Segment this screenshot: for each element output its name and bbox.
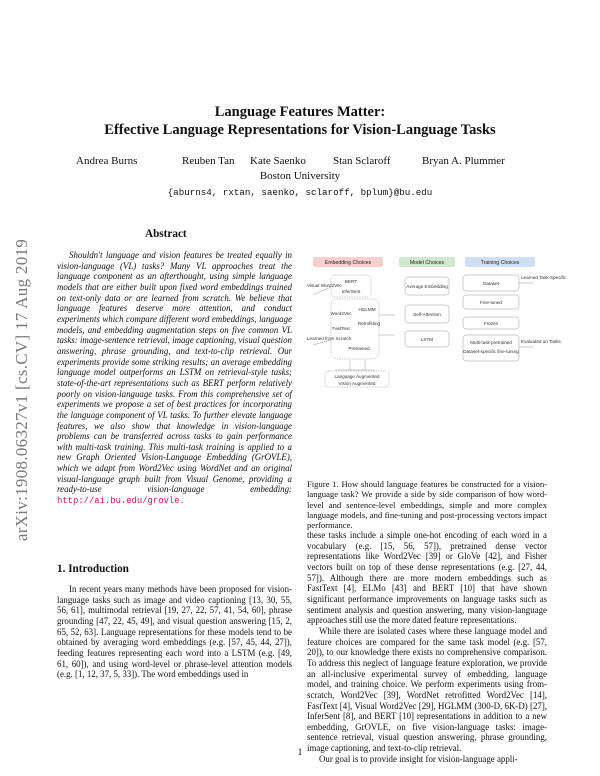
fig-node-pretrained: Pretrained xyxy=(348,346,370,351)
right-column xyxy=(307,530,547,764)
fig-node-word2vec: Word2Vec xyxy=(330,311,352,316)
fig-node-visual-word2vec: Visual Word2Vec xyxy=(307,283,342,288)
abstract-heading: Abstract xyxy=(145,228,187,240)
fig-node-hglmm: HGLMM xyxy=(358,307,376,312)
fig-node-learned-from-scratch: Learned from Scratch xyxy=(307,336,352,341)
figure-1-caption: Figure 1. How should language features be constructed for a vision-language task? We provide a side by side comparison of how word-level and sentence-level embeddings, simple and more complex language models, and fine-tuning and post-processing vectors impact performance. xyxy=(307,479,547,531)
author-emails: {aburns4, rxtan, saenko, sclaroff, bplum}@bu.edu xyxy=(167,187,433,198)
author: Reuben Tan xyxy=(182,155,235,167)
abstract-body xyxy=(57,250,292,507)
fig-side-label: Learned Task-Specific xyxy=(521,275,567,280)
fig-node-average-embedding: Average Embedding xyxy=(406,284,448,289)
fig-node-lstm: LSTM xyxy=(420,337,434,342)
author: Andrea Burns xyxy=(76,155,138,167)
fig-node-infersent: InferSent xyxy=(341,289,361,294)
fig-node-retrofitting: Retrofitting xyxy=(357,321,381,326)
right-paragraph-3: Our goal is to provide insight for vision-language appli- xyxy=(319,753,518,764)
intro-left-column xyxy=(57,584,292,680)
fig-node-dataset: Dataset xyxy=(483,281,499,286)
intro-paragraph: In recent years many methods have been proposed for vision-language tasks such as image and video captioning [13, 30, 55, 56, 61], multimodal retrieval [19, 27, 22, 57, 41, 54, 60], phrase grounding [47, 22, 45, 49], and visual question answering [15, 2, 65, 52, 63]. Language representations for these models tend to be obtained by averaging word embeddings (e.g. [57, 45, 44, 27]), feeding features representing each word into a LSTM (e.g. [49, 61, 60]), and using word-level or phrase-level attention models (e.g. [1, 12, 37, 5, 33]). The word embeddings used in xyxy=(57,584,292,680)
fig-header-label: Model Choices xyxy=(409,260,445,266)
fig-header-label: Embedding Choices xyxy=(324,260,372,266)
right-paragraph-1: these tasks include a simple one-hot encoding of each word in a vocabulary (e.g. [15, 56, 57]), pretrained dense vector representations like Word2Vec [39] or GloVe [42], and Fisher vectors built on top of these dense representations (e.g. [27, 44, 57]). Although there are more modern embeddings such as FastText [4], ELMo [43] and BERT [10] that have shown significant performance improvements on language tasks such as sentiment analysis and question answering, many vision-language approaches still use the more dated feature representations. xyxy=(307,530,547,626)
author: Stan Sclaroff xyxy=(333,155,391,167)
fig-node-vision-augmented: Vision Augmented xyxy=(338,381,376,386)
intro-heading: 1. Introduction xyxy=(57,563,129,575)
author: Kate Saenko xyxy=(250,155,306,167)
fig-node-language-augmented: Language Augmented xyxy=(334,374,380,379)
fig-side-label: Evaluated on Tasks xyxy=(521,339,561,344)
fig-node-multitask-pretrained: Multi-task pretrained xyxy=(470,340,512,345)
project-link[interactable]: http://ai.bu.edu/grovle. xyxy=(57,496,185,507)
right-paragraph-2: While there are isolated cases where these language model and feature choices are compared for the same task model (e.g. [57, 20]), to our knowledge there exists no comprehensive comparison. To address this neglect of language feature exploration, we provide an all-inclusive experimental survey of embedding, language model, and training choice. We perform experiments using from-scratch, Word2Vec [39], WordNet retrofitted Word2Vec [14], FastText [4], Visual Word2Vec [29], HGLMM (300-D, 6K-D) [27], InferSent [8], and BERT [10] representations in addition to a new embedding, GrOVLE, on five vision-language tasks: image-sentence retrieval, visual question answering, phrase grounding, image captioning, and text-to-clip retrieval. xyxy=(307,625,547,754)
paper-title-line1: Language Features Matter: xyxy=(214,104,386,120)
fig-node-fine-tuned: Fine-tuned xyxy=(480,300,502,305)
arxiv-stamp: arXiv:1908.06327v1 [cs.CV] 17 Aug 2019 xyxy=(12,238,31,542)
abstract-text: Shouldn't language and vision features be treated equally in vision-language (VL) tasks? Many VL approaches treat the language component as an afterthought, using simple language models that are either built upon fixed word embeddings trained on text-only data or are learned from scratch. We believe that language features deserve more attention, and conduct experiments which compare different word embeddings, language models, and embedding augmentation steps on five common VL tasks: image-sentence retrieval, image captioning, visual question answering, phrase grounding, and text-to-clip retrieval. Our experiments provide some striking results; an average embedding language model outperforms an LSTM on retrieval-style tasks; state-of-the-art representations such as BERT perform relatively poorly on vision-language tasks. From this comprehensive set of experiments we propose a set of best practices for incorporating the language component of VL tasks. To further elevate language features, we also show that knowledge in vision-language problems can be transferred across tasks to gain performance with multi-task training. This multi-task training is applied to a new Graph Oriented Vision-Language Embedding (GrOVLE), which we adapt from Word2Vec using WordNet and an original visual-language graph built from Visual Genome, providing a ready-to-use vision-language embedding: xyxy=(57,250,292,495)
fig-node-frozen: Frozen xyxy=(483,321,499,326)
affiliation: Boston University xyxy=(259,170,341,182)
fig-node-bert: BERT xyxy=(344,279,358,284)
fig-node-fasttext: FastText xyxy=(332,326,350,331)
fig-node-dataset-specific-fine-tuning: Dataset-specific fine-tuning xyxy=(463,349,519,354)
page-number: 1 xyxy=(297,748,303,758)
fig-node-self-attention: Self-Attention xyxy=(413,312,441,317)
fig-header-label: Training Choices xyxy=(480,260,520,266)
paper-title-line2: Effective Language Representations for Vision-Language Tasks xyxy=(104,122,496,138)
author: Bryan A. Plummer xyxy=(422,155,505,167)
figure-1 xyxy=(305,255,567,470)
